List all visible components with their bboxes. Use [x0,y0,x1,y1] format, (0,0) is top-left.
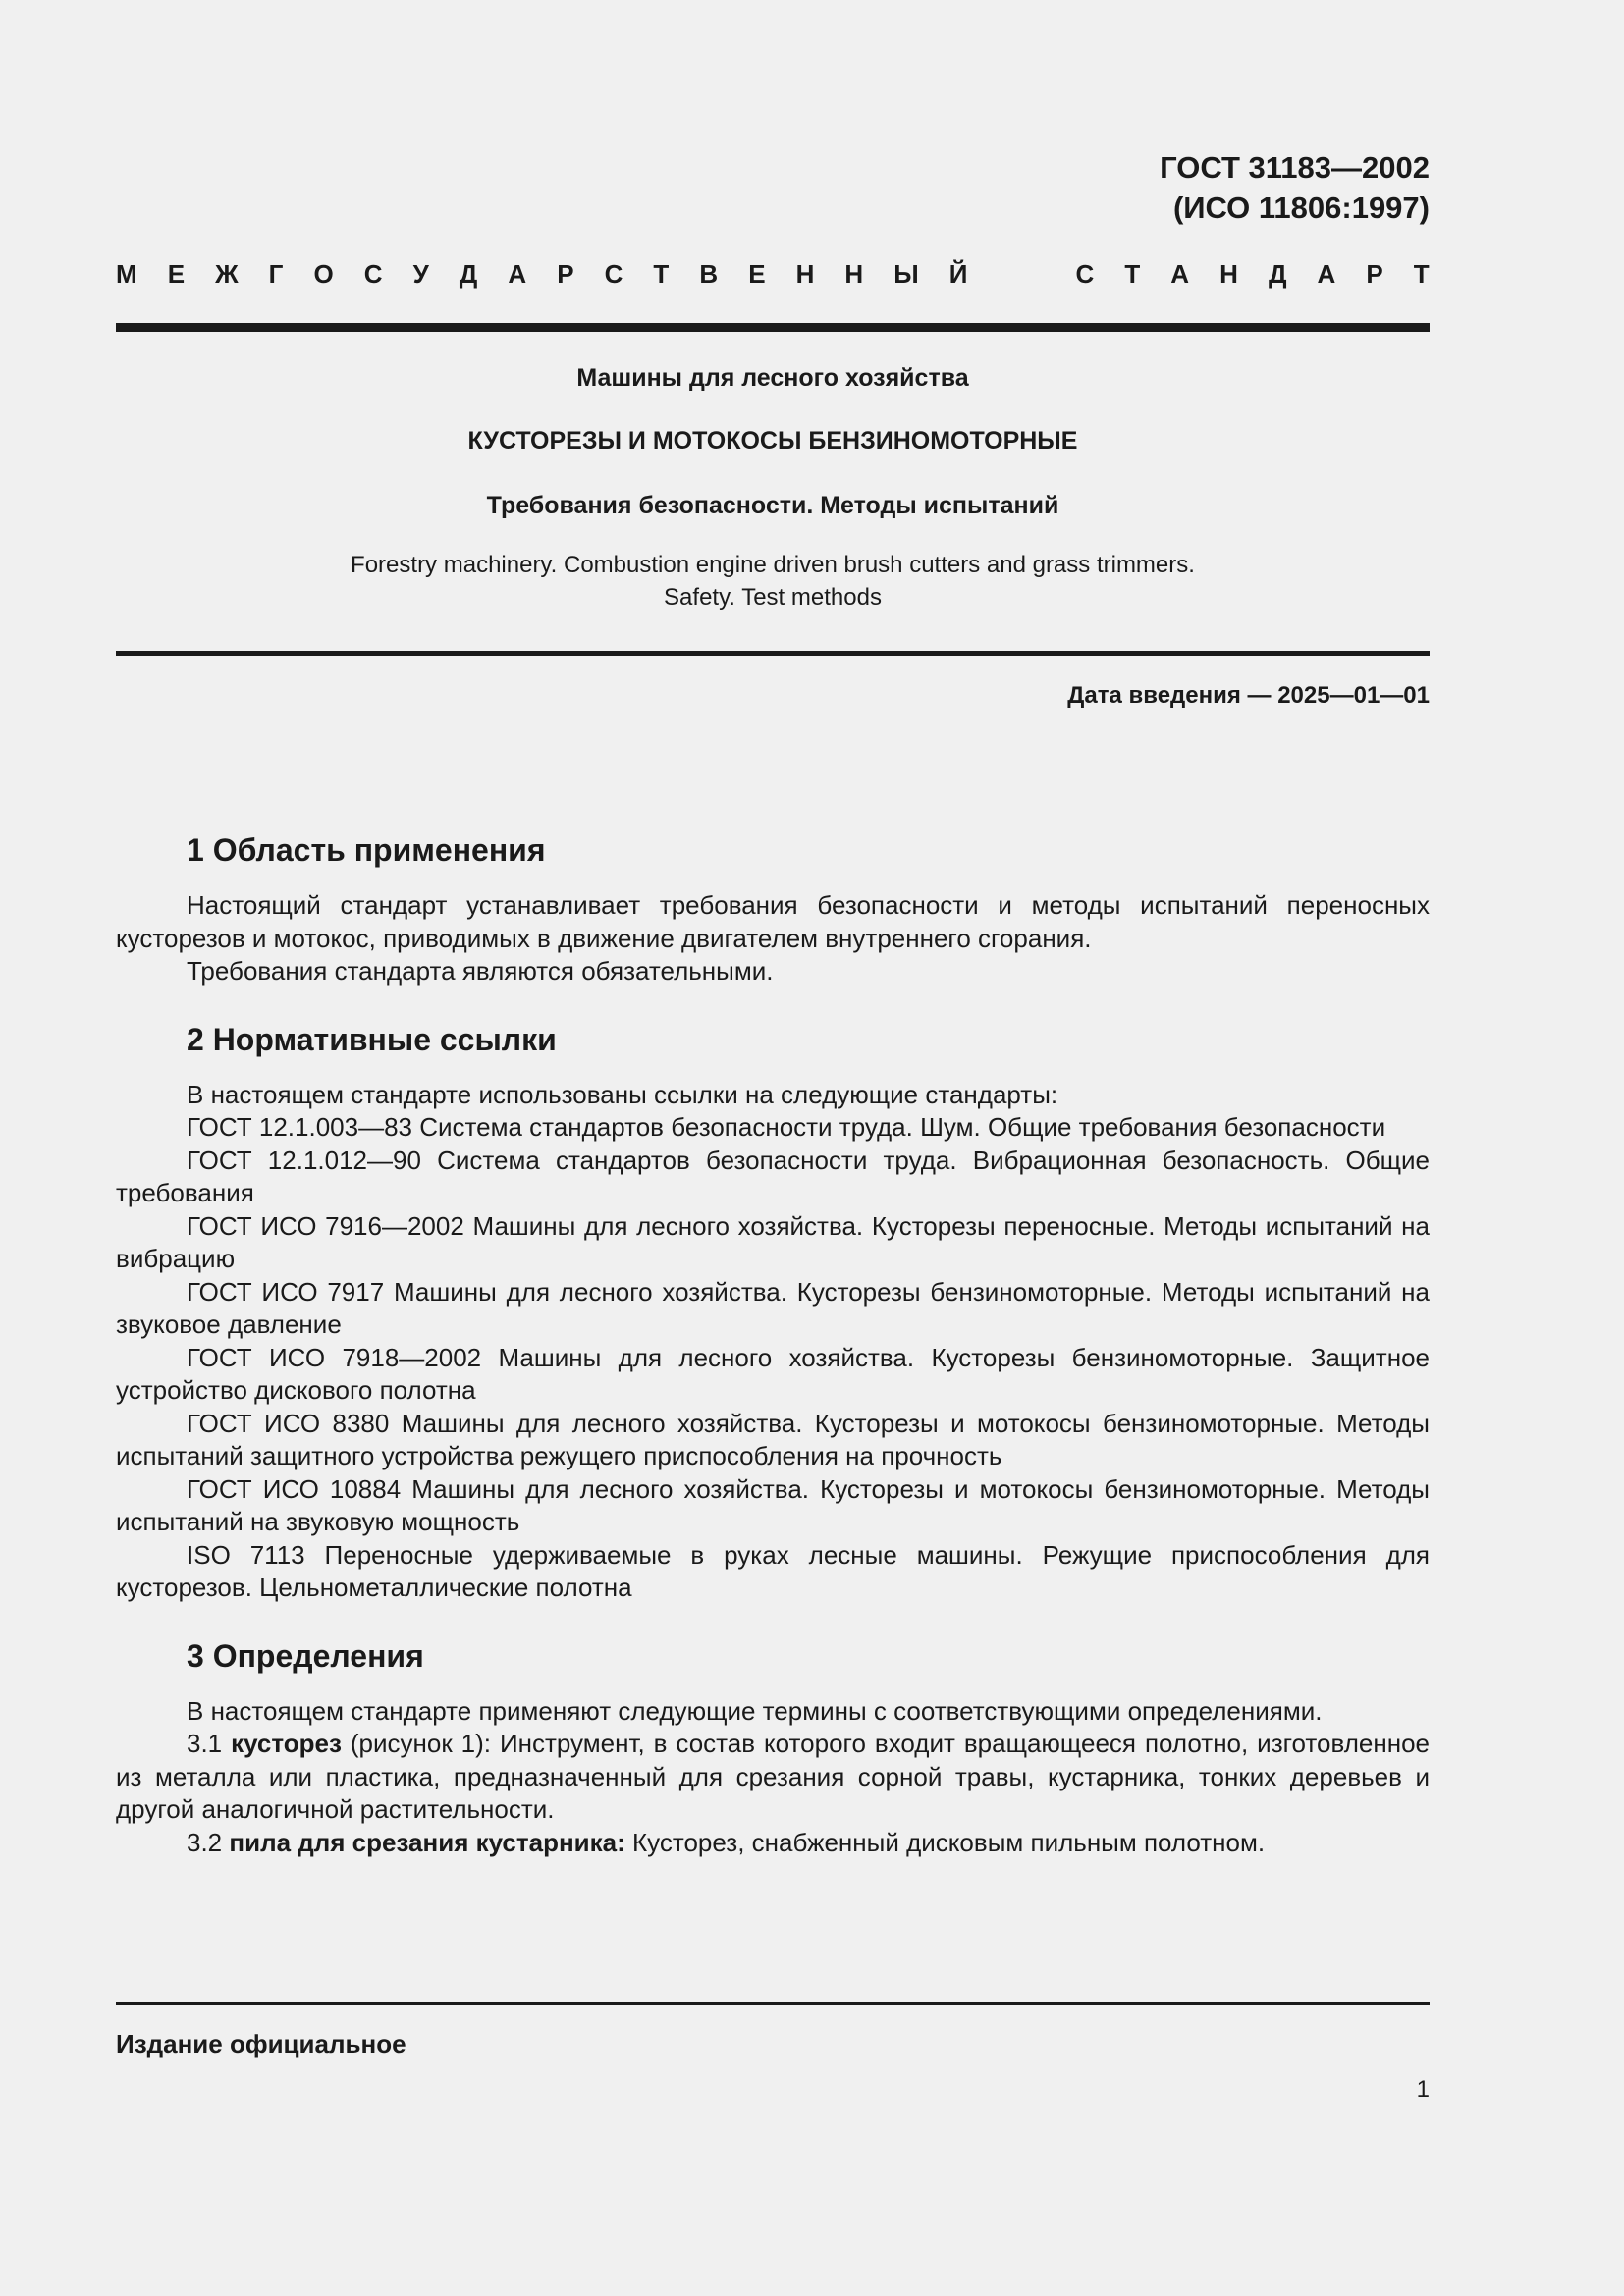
standard-label-letter: Н [844,259,864,289]
title-english-line1: Forestry machinery. Combustion engine driven brush cutters and grass trimmers. [351,552,1195,578]
gost-number: ГОСТ 31183—2002 [1160,150,1430,185]
introduction-date: Дата введения — 2025—01—01 [1067,682,1430,709]
standard-label-letter: М [116,259,137,289]
reference-item: ГОСТ ИСО 8380 Машины для лесного хозяйства. Кусторезы и мотокосы бензиномоторные. Методы испытаний защитного устройства режущего приспособления на прочность [116,1408,1430,1470]
definition-number: 3.1 [187,1729,232,1758]
reference-item: ГОСТ ИСО 7916—2002 Машины для лесного хозяйства. Кусторезы переносные. Методы испытаний на вибрацию [116,1210,1430,1273]
definition-text: Кусторез, снабженный дисковым пильным полотном. [624,1827,1266,1857]
definition-term: кусторез [231,1729,342,1758]
standard-label-letter: С [1075,259,1095,289]
standard-label-letter: С [604,259,623,289]
section-scope [116,830,1430,988]
definition-text: (рисунок 1): Инструмент, в состав которого входит вращающееся полотно, изготовленное из металла или пластика, предназначенный для срезания сорной травы, кустарника, тонких деревьев и другой аналогичной растительности. [116,1729,1430,1824]
section-heading: 1 Область применения [187,832,546,868]
interstate-standard-label [116,258,1430,290]
section-normative-references [116,1020,1430,1605]
reference-item: ISO 7113 Переносные удерживаемые в руках лесные машины. Режущие приспособления для кусторезов. Цельнометаллические полотна [116,1539,1430,1602]
iso-number: (ИСО 11806:1997) [1172,190,1430,225]
paragraph: В настоящем стандарте применяют следующие термины с соответствующими определениями. [187,1695,1323,1726]
reference-item: ГОСТ ИСО 7917 Машины для лесного хозяйства. Кусторезы бензиномоторные. Методы испытаний на звуковое давление [116,1276,1430,1339]
title-main: КУСТОРЕЗЫ И МОТОКОСЫ БЕНЗИНОМОТОРНЫЕ [467,427,1078,454]
reference-item: ГОСТ ИСО 7918—2002 Машины для лесного хозяйства. Кусторезы бензиномоторные. Защитное устройство дискового полотна [116,1342,1430,1405]
definition-item [116,1827,1430,1860]
standard-label-letter: Т [653,259,670,289]
word-gap [998,258,1045,290]
reference-item: ГОСТ 12.1.003—83 Система стандартов безопасности труда. Шум. Общие требования безопасности [187,1112,1386,1142]
title-bottom-rule [116,651,1430,656]
title-sub: Требования безопасности. Методы испытаний [486,492,1059,519]
reference-item: ГОСТ ИСО 10884 Машины для лесного хозяйства. Кусторезы и мотокосы бензиномоторные. Методы испытаний на звуковую мощность [116,1473,1430,1536]
standard-label-letter: Е [167,259,186,289]
document-body [116,830,1430,1859]
section-definitions [116,1636,1430,1860]
official-edition-label: Издание официальное [116,2029,406,2058]
standard-label-letter: Е [748,259,766,289]
standard-label-letter: В [699,259,719,289]
definition-term: пила для срезания кустарника: [229,1827,625,1857]
title-block [116,362,1430,394]
standard-label-letter: А [1170,259,1190,289]
standard-label-letter: У [412,259,429,289]
definition-number: 3.2 [187,1827,230,1857]
section-heading: 2 Нормативные ссылки [187,1021,557,1057]
standard-label-letter: Ж [215,259,239,289]
page-number: 1 [1416,2076,1430,2103]
standard-label-letter: О [313,259,334,289]
section-heading: 3 Определения [187,1637,424,1674]
paragraph: Настоящий стандарт устанавливает требования безопасности и методы испытаний переносных кусторезов и мотокос, приводимых в движение двигателем внутреннего сгорания. [116,890,1430,953]
standard-label-letter: А [508,259,527,289]
paragraph: Требования стандарта являются обязательными. [187,956,774,986]
standard-label-letter: Р [557,259,574,289]
standard-label-letter: Т [1413,259,1430,289]
paragraph: В настоящем стандарте использованы ссылки на следующие стандарты: [187,1079,1058,1109]
title-english-line2: Safety. Test methods [664,584,882,611]
standard-label-letter: С [363,259,383,289]
footer-rule [116,2002,1430,2005]
standard-label-letter: Й [948,259,968,289]
document-identifier [1160,147,1430,228]
standard-label-letter: Н [1219,259,1238,289]
title-group: Машины для лесного хозяйства [576,364,969,392]
standard-label-letter: Д [1268,259,1287,289]
standard-label-letter: Н [795,259,815,289]
definition-item [116,1728,1430,1827]
reference-item: ГОСТ 12.1.012—90 Система стандартов безопасности труда. Вибрационная безопасность. Общие требования [116,1145,1430,1207]
standard-label-letter: Ы [893,259,919,289]
standard-label-letter: Т [1124,259,1141,289]
standard-label-letter: Д [459,259,478,289]
top-thick-rule [116,323,1430,332]
standard-label-letter: Г [268,259,284,289]
standard-label-letter: А [1317,259,1336,289]
standard-label-letter: Р [1366,259,1383,289]
